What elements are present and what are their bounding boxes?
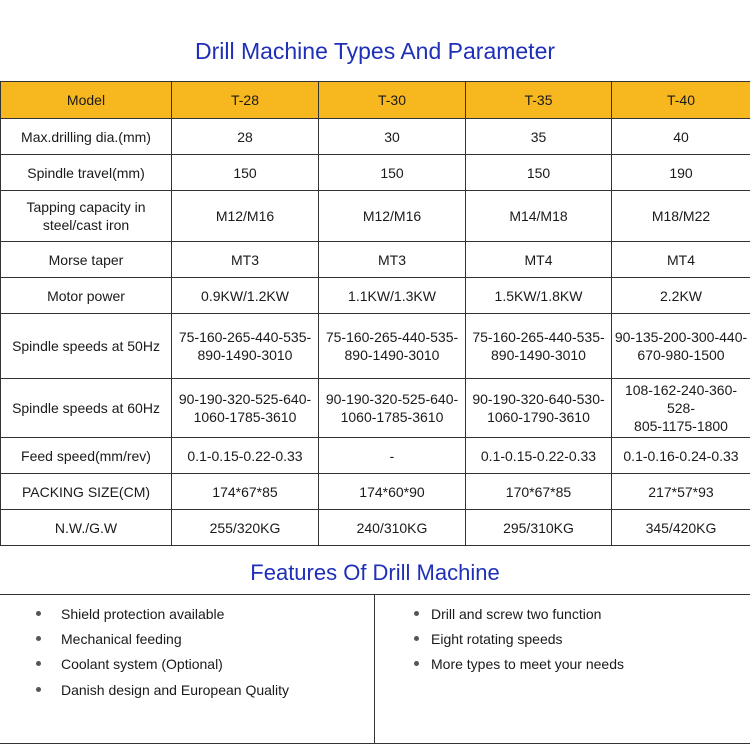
row-label [1,119,172,155]
table-cell [612,474,750,510]
feature-text: Danish design and European Quality [61,681,290,698]
table-cell [612,438,750,474]
table-cell [466,278,612,314]
table-cell [172,278,319,314]
table-cell-line: M12/M16 [215,208,275,224]
feature-item [414,651,624,676]
table-cell [612,314,750,379]
table-cell [172,510,319,546]
table-cell [319,278,466,314]
table-cell-line: 255/320KG [209,519,281,536]
row-label-line: Spindle travel(mm) [27,164,145,181]
table-row [1,278,750,314]
table-cell-line: 345/420KG [645,519,717,536]
table-cell [612,278,750,314]
features-title: Features Of Drill Machine [250,560,500,585]
table-cell-line: 150 [380,164,404,181]
table-cell-line: 890-1490-3010 [197,347,293,363]
row-label [1,278,172,314]
table-cell-line: 2.2KW [659,287,702,304]
table-cell [466,191,612,242]
table-cell [466,379,612,438]
feature-text: Shield protection available [61,605,225,622]
table-cell-line: 35 [530,128,547,145]
table-cell-line: 890-1490-3010 [344,347,440,363]
table-cell-line: 174*60*90 [359,483,425,500]
table-row [1,191,750,242]
header-model-t-28: T-28 [172,82,319,119]
table-cell [612,510,750,546]
table-cell-line: M18/M22 [651,208,711,224]
table-cell-line: 90-190-320-640-530- [472,391,605,407]
table-cell [319,379,466,438]
bullet-icon [36,687,41,692]
table-cell [319,510,466,546]
table-cell-line: M14/M18 [509,208,568,224]
table-cell [319,191,466,242]
row-label-line: N.W./G.W [54,519,118,536]
table-cell [466,314,612,379]
table-cell-line: 1.1KW/1.3KW [348,287,436,304]
table-cell-line: 805-1175-1800 [634,418,728,434]
table-cell-line: 0.9KW/1.2KW [201,287,289,304]
row-label-line: Morse taper [48,251,124,268]
table-cell [466,474,612,510]
table-cell-line: 1.5KW/1.8KW [494,287,583,304]
table-cell-line: 1060-1785-3610 [193,409,297,425]
table-row [1,510,750,546]
table-cell [172,474,319,510]
row-label [1,155,172,191]
features-list-right [414,601,624,676]
row-label [1,438,172,474]
table-cell-line: MT4 [667,251,695,268]
table-cell [172,191,319,242]
header-model-t-40: T-40 [612,82,750,119]
table-cell-line: 30 [384,128,400,145]
table-cell [612,379,750,438]
table-cell [172,242,319,278]
parameter-table [0,81,750,546]
table-cell-line: 90-190-320-525-640- [178,391,312,407]
table-cell-line: 1060-1785-3610 [340,409,444,425]
feature-text: Mechanical feeding [61,630,182,647]
header-model-t-30: T-30 [319,82,466,119]
row-label-line: Spindle speeds at 60Hz [12,400,160,416]
table-cell [172,119,319,155]
table-cell [319,438,466,474]
table-cell-line: 90-190-320-525-640- [325,391,459,407]
feature-item [414,601,624,626]
table-cell-line: 0.1-0.15-0.22-0.33 [187,447,303,464]
table-cell-line: 295/310KG [503,519,574,536]
bullet-icon [414,661,419,666]
row-label [1,510,172,546]
table-cell [172,379,319,438]
feature-item [36,626,289,651]
table-cell-line: 75-160-265-440-535- [325,329,459,345]
feature-item [414,626,624,651]
table-cell [172,314,319,379]
table-cell-line: 40 [673,128,689,145]
table-cell [172,155,319,191]
table-row [1,119,750,155]
row-label-line: Feed speed(mm/rev) [21,447,151,464]
features-divider [374,595,375,743]
table-cell-line: 217*57*93 [648,483,714,500]
table-cell [612,119,750,155]
table-cell-line: 174*67*85 [212,483,278,500]
bullet-icon [414,636,419,641]
row-label-line: PACKING SIZE(CM) [21,483,151,500]
table-cell-line: MT4 [524,251,553,268]
row-label [1,242,172,278]
table-row [1,314,750,379]
table-cell [319,155,466,191]
header-model: Model [1,82,172,119]
table-cell [466,155,612,191]
table-cell-line: 190 [669,164,693,181]
feature-text: Coolant system (Optional) [61,655,223,672]
table-row [1,438,750,474]
table-cell [466,510,612,546]
table-cell-line: 90-135-200-300-440- [614,329,748,345]
table-cell-line: 150 [233,164,257,181]
bullet-icon [36,611,41,616]
table-cell-line: 28 [237,128,253,145]
features-box [0,594,750,744]
features-list-left [36,601,289,702]
table-row [1,474,750,510]
table-cell-line: 0.1-0.16-0.24-0.33 [623,447,739,464]
feature-text: More types to meet your needs [431,655,624,672]
table-cell-line: 75-160-265-440-535- [178,329,312,345]
table-cell-line: 1060-1790-3610 [487,409,590,425]
table-cell [466,119,612,155]
table-cell-line: MT3 [378,251,406,268]
page-title: Drill Machine Types And Parameter [194,38,556,64]
row-label [1,314,172,379]
feature-text: Eight rotating speeds [431,630,563,647]
table-cell [319,474,466,510]
table-cell-line: 75-160-265-440-535- [472,329,605,345]
row-label-line: Motor power [47,287,125,304]
table-cell [466,438,612,474]
bullet-icon [414,611,419,616]
table-cell [612,155,750,191]
table-cell-line: 890-1490-3010 [491,347,586,363]
table-cell-line: - [389,447,395,464]
row-label-line: Tapping capacity in [26,199,146,215]
row-label-line: Max.drilling dia.(mm) [21,128,151,145]
table-cell [319,314,466,379]
table-cell-line: 240/310KG [356,519,428,536]
table-cell-line: M12/M16 [362,208,422,224]
row-label [1,379,172,438]
header-model-t-35: T-35 [466,82,612,119]
table-cell [612,242,750,278]
feature-item [36,651,289,676]
row-label-line: Spindle speeds at 50Hz [12,338,160,354]
feature-text: Drill and screw two function [431,605,602,622]
table-cell-line: 0.1-0.15-0.22-0.33 [480,447,597,464]
table-row [1,155,750,191]
table-cell [319,119,466,155]
table-cell-line: MT3 [231,251,259,268]
table-cell-line: 170*67*85 [505,483,572,500]
table-cell-line: 150 [526,164,551,181]
row-label-line: steel/cast iron [42,217,130,233]
table-cell [612,191,750,242]
table-header-row [1,82,750,119]
table-cell-line: 670-980-1500 [637,347,725,363]
row-label [1,474,172,510]
table-row [1,242,750,278]
row-label [1,191,172,242]
table-cell [172,438,319,474]
table-row [1,379,750,438]
bullet-icon [36,636,41,641]
bullet-icon [36,661,41,666]
table-cell [466,242,612,278]
feature-item [36,601,289,626]
table-cell [319,242,466,278]
feature-item [36,677,289,702]
table-cell-line: 108-162-240-360-528- [624,382,738,416]
